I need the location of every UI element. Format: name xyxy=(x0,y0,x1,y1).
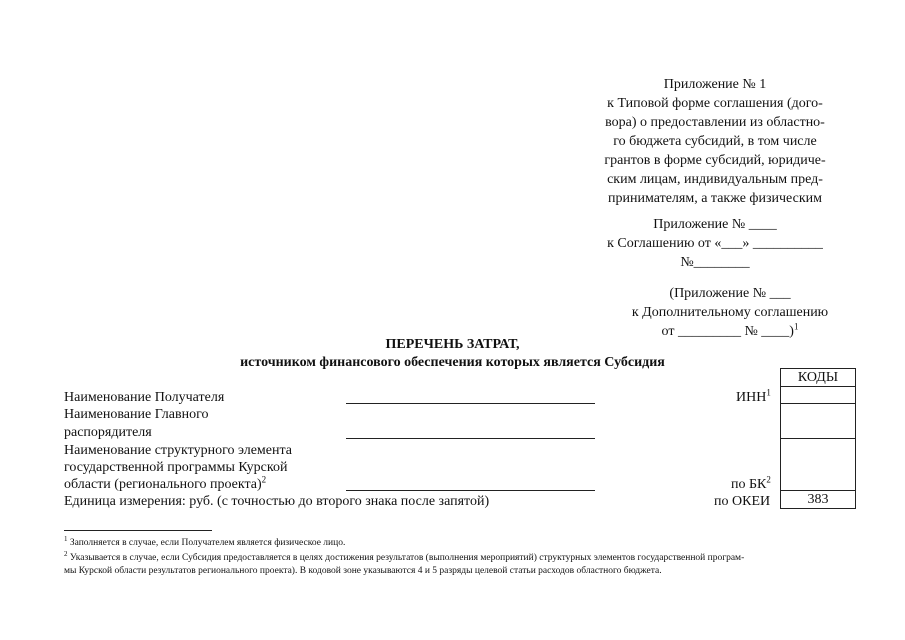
bk-label-text: по БК xyxy=(731,477,767,492)
codes-table xyxy=(780,368,856,509)
struct-label-3 xyxy=(64,476,266,493)
footnote-text: Указывается в случае, если Субсидия предоставляется в целях достижения результатов (выполнения мероприятий) структурных элементов государственной програм- xyxy=(69,553,745,563)
struct-field[interactable] xyxy=(346,490,595,491)
okei-cell[interactable]: 383 xyxy=(781,490,855,508)
unit-label: Единица измерения: руб. (с точностью до второго знака после запятой) xyxy=(64,494,490,509)
additional-appendix-line: (Приложение № ___ xyxy=(669,286,791,301)
footnote-text: Заполняется в случае, если Получателем является физическое лицо. xyxy=(69,538,346,548)
document-title xyxy=(200,336,705,372)
footnote-ref: 1 xyxy=(766,387,771,398)
agreement-appendix-line: Приложение № ____ xyxy=(653,217,777,232)
struct-label-1: Наименование структурного элемента xyxy=(64,443,292,458)
footnote-ref: 1 xyxy=(793,321,799,332)
appendix-line: Приложение № 1 xyxy=(663,77,767,92)
recipient-label: Наименование Получателя xyxy=(64,390,225,405)
struct-label-2: государственной программы Курской xyxy=(64,460,288,475)
footnote-number: 2 xyxy=(64,549,68,558)
main-manager-field[interactable] xyxy=(346,438,595,439)
appendix-line: грантов в форме субсидий, юридиче- xyxy=(604,153,826,168)
footnote-ref: 2 xyxy=(261,474,267,485)
okei-label: по ОКЕИ xyxy=(714,494,771,509)
recipient-field[interactable] xyxy=(346,403,595,404)
footnote-2-line-2: мы Курской области результатов регионального проекта). В кодовой зоне указываются 4 и 5 разряды целевой статьи расходов областного бюджета. xyxy=(64,566,662,576)
bk-code-cell[interactable] xyxy=(781,438,855,490)
additional-date-text: от _________ № ____) xyxy=(661,324,794,339)
footnote-number: 1 xyxy=(64,534,68,543)
main-manager-label-2: распорядителя xyxy=(64,425,152,440)
main-manager-label-1: Наименование Главного xyxy=(64,407,209,422)
additional-agreement-block xyxy=(600,284,860,341)
additional-agreement-line: к Дополнительному соглашению xyxy=(631,305,829,320)
agreement-block xyxy=(580,215,850,272)
inn-cell[interactable] xyxy=(781,386,855,403)
codes-header: КОДЫ xyxy=(797,370,839,385)
agreement-number-line: №________ xyxy=(680,255,750,270)
title-line-2: источником финансового обеспечения которых является Субсидия xyxy=(240,355,665,370)
title-line-1: ПЕРЕЧЕНЬ ЗАТРАТ, xyxy=(385,337,520,352)
appendix-block xyxy=(580,75,850,208)
footnote-2-line-1 xyxy=(64,549,864,565)
appendix-line: принимателям, а также физическим xyxy=(608,191,822,206)
footnote-separator xyxy=(64,530,212,531)
appendix-line: ским лицам, индивидуальным пред- xyxy=(607,172,823,187)
inn-label-text: ИНН xyxy=(736,390,767,405)
footnote-1 xyxy=(64,534,864,550)
footnote-2 xyxy=(64,549,864,578)
inn-label xyxy=(736,389,771,406)
appendix-line: го бюджета субсидий, в том числе xyxy=(613,134,817,149)
main-manager-code-cell[interactable] xyxy=(781,403,855,438)
appendix-line: к Типовой форме соглашения (дого- xyxy=(607,96,823,111)
bk-label xyxy=(731,476,771,493)
footnote-ref: 2 xyxy=(766,474,771,485)
struct-label-3-text: области (регионального проекта) xyxy=(64,477,262,492)
agreement-date-line: к Соглашению от «___» __________ xyxy=(607,236,823,251)
appendix-line: вора) о предоставлении из областно- xyxy=(605,115,825,130)
